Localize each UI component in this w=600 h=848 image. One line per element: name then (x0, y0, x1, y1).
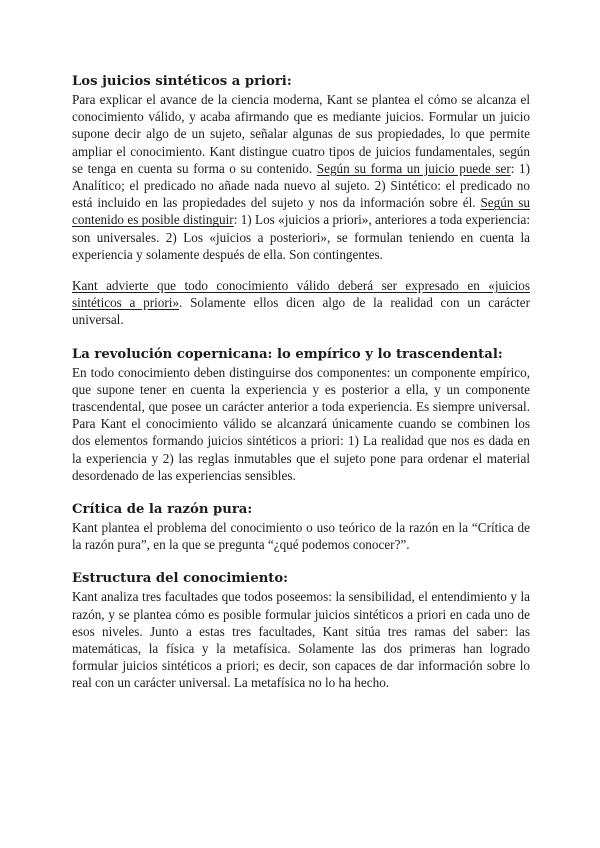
paragraph (72, 277, 530, 329)
paragraph: Kant analiza tres facultades que todos poseemos: la sensibilidad, el entendimiento y la razón, y se plantea cómo es posible formular juicios sintéticos a priori en cada uno de esos niveles. Junto a estas tres facultades, Kant sitúa tres ramas del saber: las matemáticas, la física y la metafísica. Solamente las dos primeras han logrado formular juicios sintéticos a priori; es decir, son capaces de dar información sobre lo real con un carácter universal. La metafísica no lo ha hecho. (72, 589, 530, 691)
section-heading: Estructura del conocimiento: (72, 571, 289, 587)
section-heading: La revolución copernicana: lo empírico y lo trascendental: (72, 346, 503, 362)
text-span: . Solamente ellos dicen algo de la realidad con un carácter universal. (72, 295, 530, 328)
underlined-text: Según su forma un juicio puede ser (316, 160, 511, 176)
text-span: : 1) Los «juicios a priori», anteriores a toda experiencia: son universales. 2) Los «juicios a posteriori», se formulan teniendo en cuenta la experiencia y solamente después de ella. Son contingentes. (72, 212, 531, 262)
document-page (72, 73, 530, 692)
text-span: Para explicar el avance de la ciencia moderna, Kant se plantea el cómo se alcanza el conocimiento válido, y acaba afirmando que es mediante juicios. Formular un juicio supone decir algo de un sujeto, señalar algunas de sus propiedades, lo que permite ampliar el conocimiento. Kant distingue cuatro tipos de juicios fundamentales, según se tenga en cuenta su forma o su contenido. (72, 92, 530, 176)
section-heading: Crítica de la razón pura: (72, 502, 253, 518)
paragraph (72, 91, 530, 263)
text-span: : 1) Analítico; el predicado no añade nada nuevo al sujeto. 2) Sintético: el predicado no está incluido en las propiedades del sujeto y nos da información sobre él. (72, 160, 530, 211)
underlined-text: Según su contenido es posible distinguir (72, 195, 530, 228)
section-juicios-sinteticos (72, 73, 530, 329)
paragraph: En todo conocimiento deben distinguirse dos componentes: un componente empírico, que supone tener en cuenta la experiencia y es posterior a ella, y un componente trascendental, que posee un carácter anterior a toda experiencia. Es siempre universal. Para Kant el conocimiento válido se alcanzará únicamente cuando se combinen los dos elementos formando juicios sintéticos a priori: 1) La realidad que nos es dada en la experiencia y 2) las reglas inmutables que el sujeto pone para ordenar el material desordenado de las experiencias sensibles. (72, 364, 530, 483)
underlined-text: Kant advierte que todo conocimiento válido deberá ser expresado en «juicios sintéticos a priori» (72, 278, 530, 311)
section-revolucion-copernicana (72, 346, 530, 484)
section-heading: Los juicios sintéticos a priori: (72, 74, 292, 89)
section-critica-razon-pura (72, 501, 530, 553)
section-estructura-conocimiento (72, 570, 530, 691)
paragraph: Kant plantea el problema del conocimiento o uso teórico de la razón en la “Crítica de la razón pura”, en la que se pregunta “¿qué podemos conocer?”. (72, 520, 530, 553)
